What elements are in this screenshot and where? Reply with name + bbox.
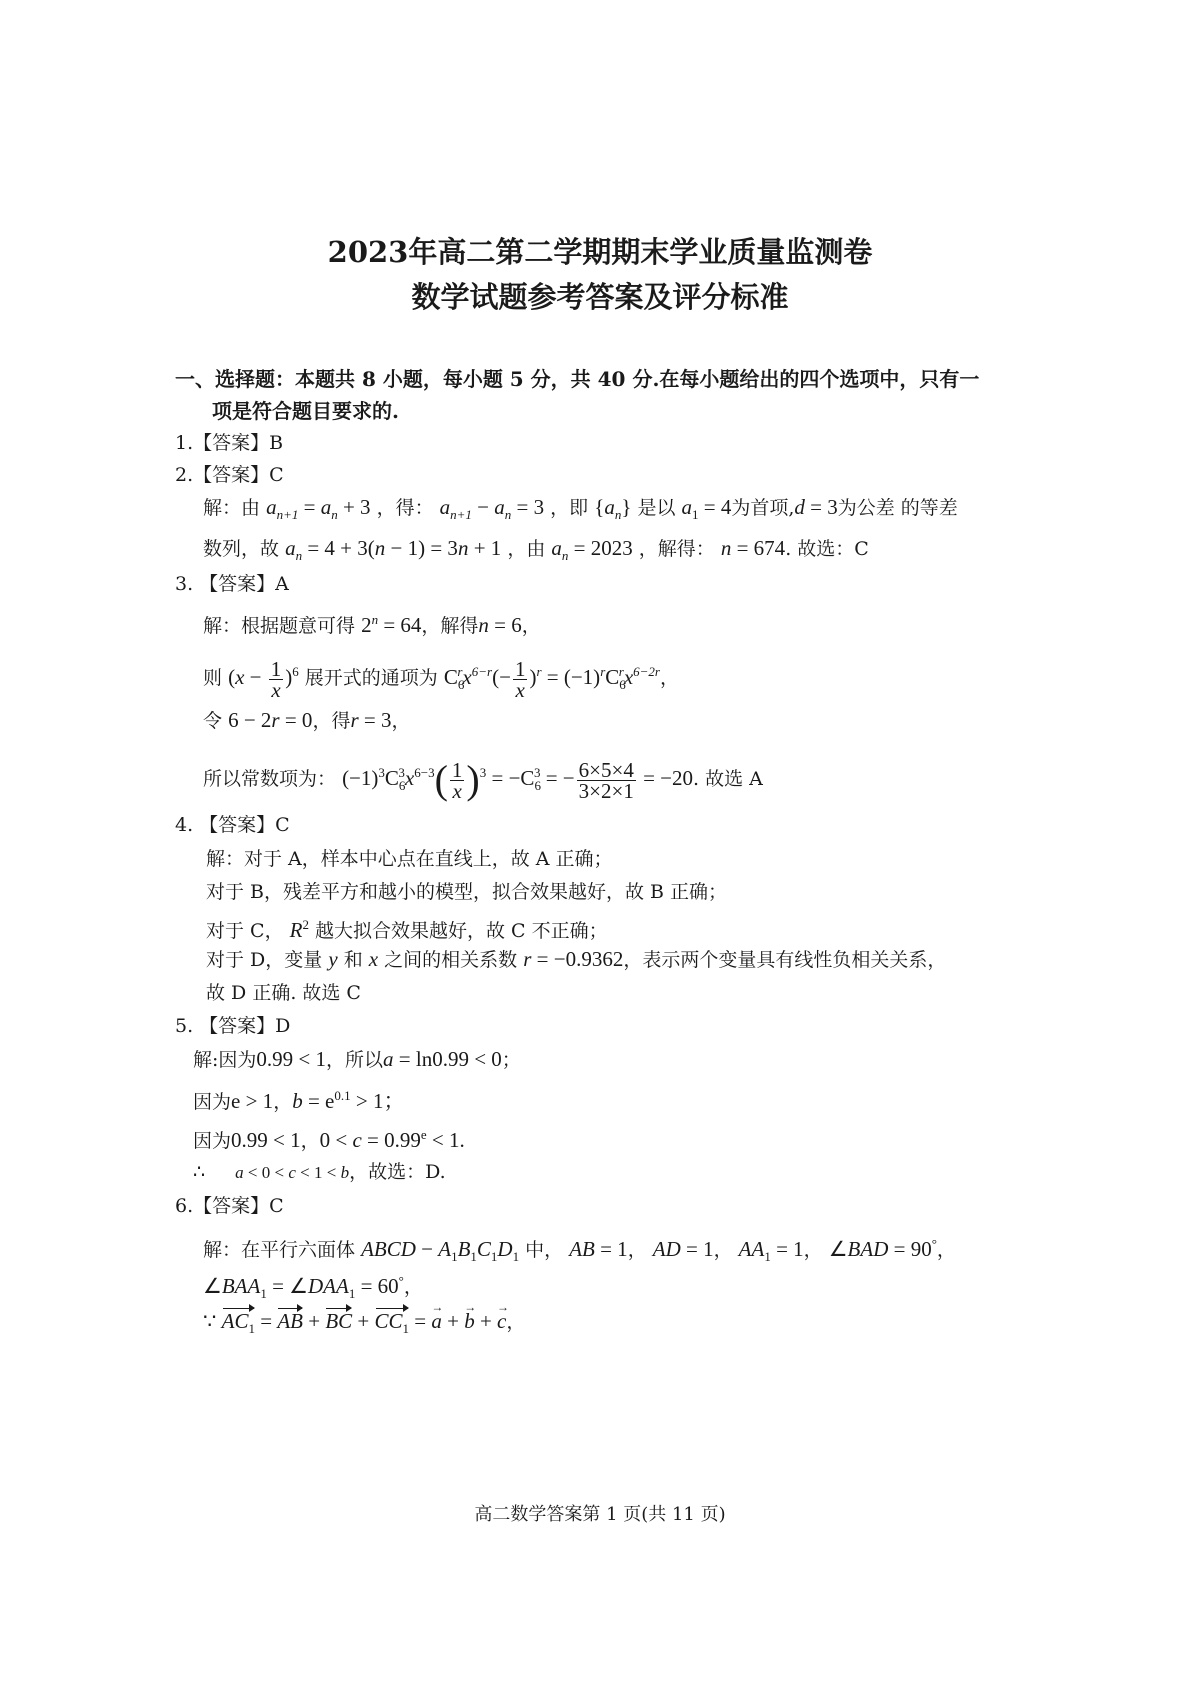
q4-solution-line1: 解：对于 A，样本中心点在直线上，故 A 正确； [206, 848, 613, 870]
q4-solution-line2: 对于 B，残差平方和越小的模型，拟合效果越好，故 B 正确； [206, 881, 728, 903]
answer-q1: 1.【答案】B [175, 432, 284, 454]
q2-formula: $a_{n+1} = a_n + 3$ [266, 495, 371, 523]
q6-formula: ABCD − $A_1B_1C_1D_1$ [361, 1237, 520, 1265]
q2-text: 是以 [637, 497, 676, 519]
q2-text: 数列，故 [203, 538, 280, 560]
q4-text: 越大拟合效果越好，故 C 不正确； [315, 920, 608, 942]
q2-formula: d = 3 [794, 495, 838, 519]
q3-text: 所以常数项为： [203, 768, 337, 790]
page-title-line2: 数学试题参考答案及评分标准 [411, 280, 789, 314]
q5-formula: 0.99 < 1 [231, 1128, 301, 1152]
q4-text: 和 [343, 949, 363, 971]
q2-solution-line1 [203, 494, 958, 528]
q5-text: 因为 [193, 1130, 232, 1152]
q3-text: ，解得 [421, 615, 479, 637]
answer-q3: 3. 【答案】A [175, 573, 289, 595]
q2-text: ，即 [550, 497, 589, 519]
q5-formula: 0 < c = 0.99$^e$ < 1. [319, 1127, 465, 1152]
q4-solution-line5: 故 D 正确. 故选 C [206, 982, 361, 1004]
q6-solution-line1 [203, 1231, 956, 1270]
q2-text: 解：由 [203, 497, 261, 519]
q3-solution-line2 [203, 650, 679, 707]
q6-formula: $AA_1 = 1$ [738, 1237, 804, 1265]
q3-formula: (x − $\frac{1}{x}$ )$^6$ [228, 656, 299, 702]
q5-text: 解:因为 [193, 1049, 257, 1071]
section-heading-line1: 一、选择题：本题共 8 小题，每小题 5 分，共 40 分.在每小题给出的四个选项中，只有一 [175, 367, 980, 391]
q2-formula: $a_1 = 4$ [681, 495, 732, 523]
q6-text: 中， [525, 1239, 564, 1261]
q3-text: . 故选 A [693, 768, 763, 790]
q5-text: ， [273, 1091, 293, 1113]
q5-solution-line4 [193, 1159, 446, 1186]
q6-text: ， [936, 1239, 956, 1261]
answer-q5: 5. 【答案】D [175, 1015, 291, 1037]
q5-solution-line1: 解:因为0.99 < 1，所以a = ln0.99 < 0； [193, 1047, 521, 1071]
q2-text: ，由 [507, 538, 546, 560]
q3-formula: $C_6^rx^{6-r}(-$ $\frac{1}{x}$ )$^r = (-1)^rC_6^rx^{6-2r}$ [443, 656, 660, 702]
fraction: $\frac{1}{x}$ [270, 656, 282, 702]
q5-text: ，所以 [326, 1049, 384, 1071]
section-heading-line2: 项是符合题目要求的. [212, 399, 399, 423]
q5-solution-line3 [193, 1122, 465, 1154]
q5-formula: a < 0 < c < 1 < b [235, 1163, 350, 1182]
q6-formula: AB = 1 [569, 1237, 628, 1261]
q4-formula: $R^2$ [289, 917, 309, 942]
q5-formula: $b = e^{0.1} > 1$； [292, 1088, 405, 1113]
q6-formula: ∠BAD = 90° [828, 1236, 937, 1261]
q2-formula: $a_n = 2023$ [551, 536, 633, 564]
page-footer: 高二数学答案第 1 页(共 11 页) [474, 1504, 726, 1525]
q6-solution-line3 [203, 1308, 525, 1342]
q3-text: ， [660, 667, 680, 689]
q4-solution-line4 [206, 946, 946, 973]
q5-text: ， [300, 1130, 320, 1152]
q4-text: 对于 D，变量 [206, 949, 323, 971]
q6-text: ， [627, 1239, 647, 1261]
q4-solution-line3 [206, 912, 608, 944]
q3-text: 令 [203, 710, 223, 732]
q5-formula: e > 1 [231, 1089, 274, 1113]
q4-text: 之间的相关系数 [384, 949, 518, 971]
q2-solution-line2 [203, 535, 869, 569]
q2-text: ，解得： [638, 538, 715, 560]
q5-formula: a = ln0.99 < 0 [383, 1047, 502, 1071]
answer-q2: 2.【答案】C [175, 464, 284, 486]
fraction: $\frac{6\times 5\times 4}{3\times 2\times 1}$ [578, 757, 634, 803]
q3-formula: n = 6 [478, 613, 522, 637]
q4-formula: x [368, 947, 379, 971]
q3-solution-line1 [203, 607, 541, 639]
q3-text: ， [391, 710, 411, 732]
q5-text: 因为 [193, 1091, 232, 1113]
q2-text: 为公差 的等差 [837, 497, 958, 519]
q2-formula: n = 674 [720, 536, 786, 560]
q6-formula: ∵ $AC_1$ = AB + BC + $CC_1 = a$ → + b → + c → [203, 1309, 506, 1333]
q6-text: 解：在平行六面体 [203, 1239, 356, 1261]
fraction: $\frac{1}{x}$ [451, 757, 463, 803]
q6-formula: AD = 1 [652, 1237, 714, 1261]
q3-formula: $(-1)^3C_6^3x^{6-3}$( $\frac{1}{x}$ )$^3 = -C_6^3$ = − $\frac{6\times 5\times 4}{3\times 2\times 1}$ = −20 [342, 757, 694, 803]
q2-text: 为首项, [731, 497, 795, 519]
q6-text: ， [403, 1276, 423, 1298]
q3-text: 展开式的通项为 [304, 667, 438, 689]
q2-formula: $\{a_n\}$ [594, 495, 632, 523]
q5-solution-line2 [193, 1083, 404, 1115]
fraction: $\frac{1}{x}$ [514, 656, 526, 702]
q2-formula: $a_{n+1} - a_n = 3$ [439, 495, 545, 523]
q5-text: ，故选：D. [349, 1161, 446, 1183]
page-title-line1: 2023年高二第二学期期末学业质量监测卷 [327, 235, 873, 269]
q2-text: ，得： [376, 497, 434, 519]
q6-text: ， [713, 1239, 733, 1261]
q3-text: 则 [203, 667, 223, 689]
answer-q6: 6.【答案】C [175, 1195, 284, 1217]
q3-formula: $2^n = 64$ [361, 612, 422, 637]
q2-formula: $a_n = 4 + 3(n - 1) = 3n + 1$ [285, 536, 502, 564]
q6-solution-line2 [203, 1268, 423, 1307]
q5-formula: 0.99 < 1 [256, 1047, 326, 1071]
q3-formula: r = 3 [350, 708, 392, 732]
answer-q4: 4. 【答案】C [175, 814, 290, 836]
q3-text: 解：根据题意可得 [203, 615, 356, 637]
q3-formula: 6 − 2r = 0 [228, 708, 313, 732]
q4-text: 对于 C， [206, 920, 284, 942]
q4-formula: y [328, 947, 338, 971]
q3-solution-line3 [203, 707, 411, 734]
q2-text: . 故选：C [785, 538, 869, 560]
q6-formula: $\angle BAA_1$ = $\angle DAA_1 = 60^\circ$ [203, 1273, 404, 1302]
q5-text: ∴ [193, 1161, 206, 1183]
q6-text: ， [803, 1239, 823, 1261]
q6-text: ， [506, 1311, 526, 1333]
q3-solution-line4 [203, 749, 763, 810]
q4-text: ，表示两个变量具有线性负相关关系， [623, 949, 947, 971]
q4-formula: r = −0.9362 [523, 947, 624, 971]
q3-text: ， [521, 615, 541, 637]
q3-text: ，得 [312, 710, 351, 732]
